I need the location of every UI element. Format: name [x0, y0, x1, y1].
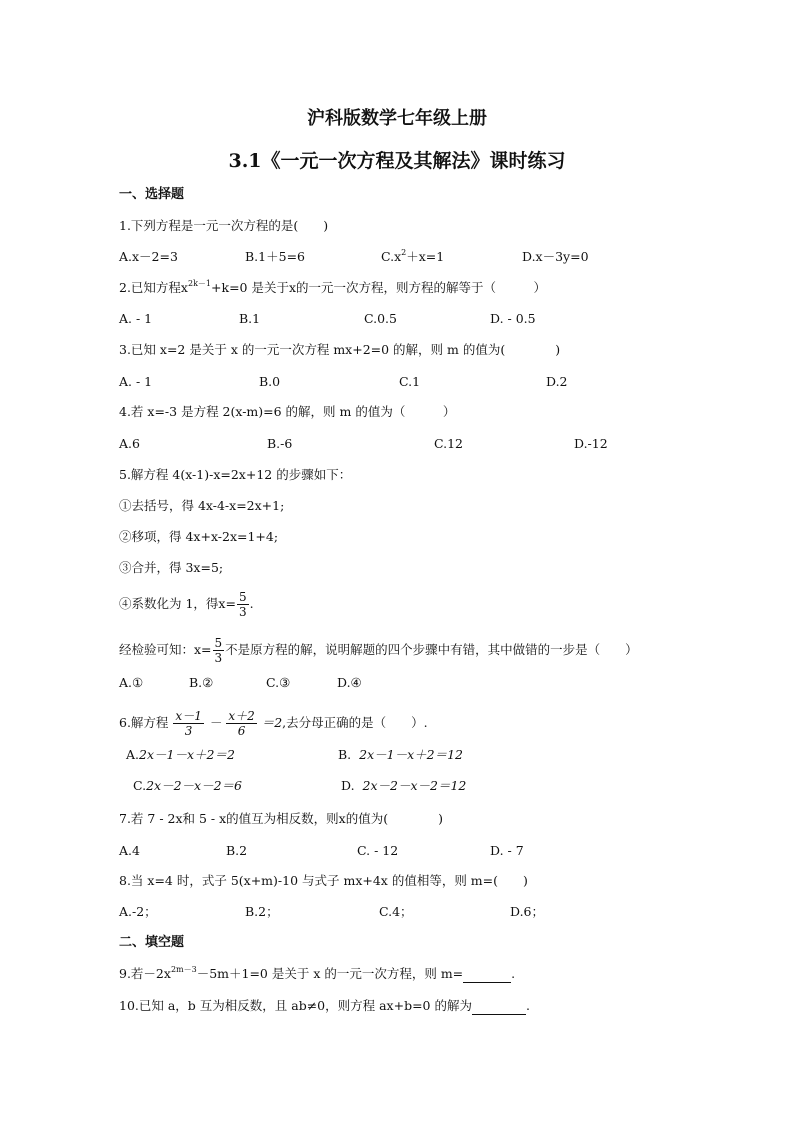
- section-choice: 一、选择题: [119, 187, 185, 202]
- q5-option-c: C.③: [266, 675, 291, 690]
- q4-option-d: D.-12: [574, 436, 608, 451]
- q7-stem: 7.若 7 - 2x和 5 - x的值互为相反数，则x的值为( ): [119, 811, 443, 826]
- q4-option-c: C.12: [434, 436, 463, 451]
- q10-stem: 10.已知 a，b 互为相反数，且 ab≠0，则方程 ax+b=0 的解为 .: [119, 998, 530, 1013]
- q4-stem: 4.若 x=-3 是方程 2(x-m)=6 的解，则 m 的值为（ ）: [119, 404, 456, 419]
- q5-option-b: B.②: [189, 675, 214, 690]
- q7-option-c: C. - 12: [357, 843, 399, 858]
- answer-blank[interactable]: [472, 998, 526, 1015]
- q9-stem: 9.若$-2x^{2m-3}-5m+1=0$ 是关于 x 的一元一次方程，则 m= .: [119, 965, 516, 981]
- q5-check: 经检验可知：x= $\frac{5}{3}$ 不是原方程的解，说明解题的四个步骤中有错，其中做错的一步是（ ）: [119, 636, 638, 665]
- section-fill-in: 二、填空题: [119, 935, 185, 950]
- q6-stem: 6.解方程 $\frac{x-1}{3}$ － $\frac{x+2}{6}$ ＝2,去分母正确的是（ ）.: [119, 709, 428, 738]
- q1-stem: 1.下列方程是一元一次方程的是( ): [119, 218, 329, 233]
- fraction: $\frac{x-1}{3}$: [175, 709, 202, 738]
- q5-step-2: ②移项，得 4x+x-2x=1+4;: [119, 529, 279, 544]
- q6-option-a: A.2x－1－x＋2＝2: [126, 747, 235, 762]
- q2-option-c: C.0.5: [364, 311, 397, 326]
- q7-option-a: A.4: [119, 843, 140, 858]
- q2-option-b: B.1: [239, 311, 261, 326]
- q8-stem: 8.当 x=4 时，式子 5(x+m)-10 与式子 mx+4x 的值相等，则 m=( ): [119, 873, 528, 888]
- q3-option-c: C.1: [399, 374, 421, 389]
- fraction: $\frac{5}{3}$: [214, 636, 223, 665]
- q2-stem: 2.已知方程$x^{2k-1}+k=0$ 是关于x的一元一次方程，则方程的解等于（ ）: [119, 279, 547, 295]
- q3-option-d: D.2: [546, 374, 568, 389]
- q8-option-b: B.2；: [245, 904, 279, 919]
- q8-option-d: D.6；: [510, 904, 545, 919]
- q4-option-b: B.-6: [267, 436, 293, 451]
- fraction: $\frac{x+2}{6}$: [228, 709, 255, 738]
- q3-option-b: B.0: [259, 374, 281, 389]
- fraction: $\frac{5}{3}$: [238, 590, 247, 619]
- document-subtitle: 3.1《一元一次方程及其解法》课时练习: [228, 150, 566, 172]
- q2-option-d: D. - 0.5: [490, 311, 536, 326]
- q3-stem: 3.已知 x=2 是关于 x 的一元一次方程 mx+2=0 的解，则 m 的值为( ): [119, 342, 561, 357]
- q1-option-b: B.1＋5=6: [245, 249, 305, 264]
- q5-option-a: A.①: [119, 675, 144, 690]
- q5-stem: 5.解方程 4(x-1)-x=2x+12 的步骤如下：: [119, 467, 352, 482]
- q1-option-a: A.x－2=3: [119, 249, 178, 264]
- q3-option-a: A. - 1: [119, 374, 153, 389]
- document-title: 沪科版数学七年级上册: [307, 108, 487, 129]
- q8-option-c: C.4；: [379, 904, 413, 919]
- q5-option-d: D.④: [337, 675, 362, 690]
- q8-option-a: A.-2；: [119, 904, 157, 919]
- q6-option-c: C.2x－2－x－2＝6: [133, 778, 243, 793]
- q1-option-d: D.x－3y=0: [522, 249, 589, 264]
- q6-option-b: B. 2x－1－x＋2＝12: [338, 747, 463, 762]
- q1-option-c: $C.x^2+x=1$: [381, 248, 445, 264]
- answer-blank[interactable]: [463, 966, 511, 983]
- q6-option-d: D. 2x－2－x－2＝12: [341, 778, 467, 793]
- q2-option-a: A. - 1: [119, 311, 153, 326]
- q5-step-1: ①去括号，得 4x-4-x=2x+1;: [119, 498, 285, 513]
- q5-step-3: ③合并，得 3x=5;: [119, 560, 224, 575]
- q5-step-4: ④系数化为 1，得x= $\frac{5}{3}$ .: [119, 590, 254, 619]
- q7-option-d: D. - 7: [490, 843, 524, 858]
- q7-option-b: B.2: [226, 843, 248, 858]
- q4-option-a: A.6: [119, 436, 140, 451]
